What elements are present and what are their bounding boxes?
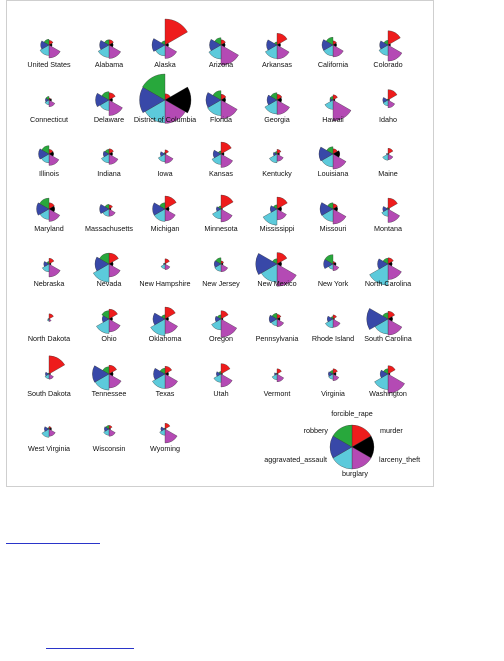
new-york-star — [324, 255, 339, 271]
south-carolina-star — [367, 308, 402, 335]
iowa-label: Iowa — [157, 169, 173, 178]
new-hampshire-forcible-rape-wedge — [165, 259, 170, 264]
link-underline-1[interactable] — [6, 543, 100, 544]
key-label-aggravated-assault: aggravated_assault — [264, 455, 327, 464]
kentucky-label: Kentucky — [262, 169, 292, 178]
mississippi-star — [263, 197, 287, 225]
south-dakota-forcible-rape-wedge — [49, 356, 65, 374]
rhode-island-forcible-rape-wedge — [333, 315, 337, 319]
alabama-label: Alabama — [94, 60, 124, 69]
alabama-star — [98, 40, 121, 59]
tennessee-star — [92, 365, 121, 390]
missouri-larceny-theft-wedge — [333, 209, 346, 224]
new-hampshire-burglary-wedge — [161, 264, 165, 269]
alaska-forcible-rape-wedge — [165, 19, 188, 45]
maine-burglary-wedge — [383, 154, 388, 160]
texas-star — [152, 366, 177, 388]
texas-label: Texas — [155, 389, 175, 398]
colorado-larceny-theft-wedge — [388, 45, 402, 61]
nevada-forcible-rape-wedge — [109, 253, 118, 264]
wisconsin-star — [104, 425, 116, 436]
mississippi-larceny-theft-wedge — [277, 209, 286, 220]
ohio-label: Ohio — [101, 334, 117, 343]
oregon-label: Oregon — [209, 334, 233, 343]
oklahoma-label: Oklahoma — [148, 334, 182, 343]
maine-star — [383, 148, 393, 160]
montana-larceny-theft-wedge — [388, 209, 400, 223]
utah-star — [214, 364, 232, 387]
vermont-label: Vermont — [263, 389, 291, 398]
maine-forcible-rape-wedge — [388, 148, 393, 154]
west-virginia-star — [42, 426, 56, 437]
idaho-star — [383, 90, 397, 108]
north-dakota-star — [47, 314, 53, 322]
oklahoma-star — [151, 307, 178, 336]
montana-star — [382, 198, 400, 222]
california-larceny-theft-wedge — [333, 45, 343, 57]
iowa-star — [158, 150, 173, 164]
vermont-forcible-rape-wedge — [277, 369, 282, 374]
louisiana-label: Louisiana — [317, 169, 349, 178]
connecticut-label: Connecticut — [30, 115, 68, 124]
united-states-label: United States — [27, 60, 71, 69]
massachusetts-star — [100, 204, 116, 216]
michigan-star — [153, 196, 177, 221]
new-mexico-forcible-rape-wedge — [277, 253, 287, 264]
vermont-star — [272, 369, 284, 382]
nevada-larceny-theft-wedge — [109, 264, 120, 277]
arkansas-star — [265, 33, 289, 59]
kentucky-larceny-theft-wedge — [277, 154, 283, 161]
missouri-label: Missouri — [319, 224, 347, 233]
nebraska-label: Nebraska — [33, 279, 65, 288]
mississippi-forcible-rape-wedge — [277, 197, 287, 209]
arkansas-label: Arkansas — [262, 60, 292, 69]
north-dakota-larceny-theft-wedge — [49, 319, 51, 322]
idaho-forcible-rape-wedge — [388, 90, 397, 100]
montana-label: Montana — [374, 224, 402, 233]
key-label-burglary: burglary — [342, 469, 368, 478]
key-star — [330, 425, 374, 469]
connecticut-larceny-theft-wedge — [49, 100, 55, 107]
louisiana-star — [319, 147, 346, 169]
ohio-larceny-theft-wedge — [109, 319, 120, 332]
wyoming-label: Wyoming — [150, 444, 180, 453]
kansas-forcible-rape-wedge — [221, 142, 231, 154]
district-of-columbia-label: District of Columbia — [133, 115, 197, 124]
new-mexico-label: New Mexico — [257, 279, 297, 288]
hawaii-forcible-rape-wedge — [333, 95, 338, 100]
kentucky-burglary-wedge — [269, 154, 277, 163]
washington-label: Washington — [369, 389, 407, 398]
alaska-star — [152, 19, 188, 59]
pennsylvania-star — [269, 313, 284, 327]
illinois-star — [39, 146, 59, 166]
georgia-label: Georgia — [264, 115, 290, 124]
indiana-larceny-theft-wedge — [109, 154, 118, 164]
new-hampshire-larceny-theft-wedge — [165, 264, 170, 270]
alaska-label: Alaska — [154, 60, 176, 69]
minnesota-star — [212, 195, 233, 222]
nebraska-larceny-theft-wedge — [49, 264, 60, 277]
kentucky-star — [269, 149, 283, 163]
delaware-label: Delaware — [93, 115, 125, 124]
massachusetts-label: Massachusetts — [85, 224, 133, 233]
united-states-star — [40, 39, 60, 58]
united-states-larceny-theft-wedge — [49, 45, 60, 58]
key-label-robbery: robbery — [303, 426, 328, 435]
new-hampshire-star — [161, 259, 170, 270]
wyoming-larceny-theft-wedge — [165, 429, 177, 443]
chart-frame — [6, 0, 434, 487]
key-label-forcible-rape: forcible_rape — [331, 409, 373, 418]
minnesota-forcible-rape-wedge — [221, 195, 233, 209]
south-carolina-larceny-theft-wedge — [388, 319, 402, 335]
connecticut-star — [45, 96, 55, 106]
west-virginia-label: West Virginia — [27, 444, 71, 453]
north-dakota-label: North Dakota — [27, 334, 71, 343]
illinois-larceny-theft-wedge — [49, 154, 59, 165]
kansas-star — [212, 142, 233, 167]
mississippi-label: Mississippi — [259, 224, 295, 233]
nevada-star — [93, 253, 120, 282]
key-label-larceny-theft: larceny_theft — [379, 455, 421, 464]
colorado-star — [379, 31, 402, 61]
rhode-island-larceny-theft-wedge — [333, 319, 340, 327]
texas-larceny-theft-wedge — [165, 374, 178, 389]
wyoming-forcible-rape-wedge — [165, 423, 170, 429]
wisconsin-label: Wisconsin — [92, 444, 126, 453]
idaho-label: Idaho — [379, 115, 397, 124]
illinois-label: Illinois — [39, 169, 59, 178]
north-carolina-larceny-theft-wedge — [388, 264, 402, 280]
virginia-label: Virginia — [321, 389, 345, 398]
south-dakota-larceny-theft-wedge — [49, 374, 54, 379]
north-dakota-forcible-rape-wedge — [49, 314, 54, 319]
alabama-larceny-theft-wedge — [109, 45, 121, 59]
oregon-forcible-rape-wedge — [221, 311, 228, 319]
tennessee-larceny-theft-wedge — [109, 374, 121, 388]
michigan-larceny-theft-wedge — [165, 209, 175, 221]
colorado-label: Colorado — [373, 60, 403, 69]
alaska-larceny-theft-wedge — [165, 45, 177, 59]
west-virginia-larceny-theft-wedge — [49, 429, 55, 436]
new-jersey-larceny-theft-wedge — [221, 264, 228, 272]
mississippi-burglary-wedge — [263, 209, 277, 225]
montana-forcible-rape-wedge — [388, 198, 397, 209]
new-hampshire-label: New Hampshire — [139, 279, 191, 288]
rhode-island-star — [325, 315, 340, 328]
minnesota-larceny-theft-wedge — [221, 209, 232, 222]
colorado-forcible-rape-wedge — [388, 31, 400, 45]
maine-larceny-theft-wedge — [388, 154, 393, 160]
nebraska-forcible-rape-wedge — [49, 258, 54, 264]
washington-forcible-rape-wedge — [388, 366, 395, 374]
arkansas-forcible-rape-wedge — [277, 33, 287, 45]
delaware-larceny-theft-wedge — [109, 100, 123, 116]
iowa-forcible-rape-wedge — [165, 150, 169, 154]
arkansas-larceny-theft-wedge — [277, 45, 289, 59]
california-label: California — [317, 60, 349, 69]
iowa-larceny-theft-wedge — [165, 154, 173, 163]
massachusetts-larceny-theft-wedge — [109, 209, 115, 216]
georgia-star — [265, 93, 290, 115]
maine-label: Maine — [378, 169, 398, 178]
georgia-larceny-theft-wedge — [277, 100, 290, 115]
utah-label: Utah — [213, 389, 229, 398]
florida-label: Florida — [210, 115, 232, 124]
utah-larceny-theft-wedge — [221, 374, 232, 387]
star-chart — [7, 1, 435, 488]
minnesota-label: Minnesota — [204, 224, 238, 233]
oklahoma-forcible-rape-wedge — [165, 307, 175, 319]
pennsylvania-label: Pennsylvania — [255, 334, 299, 343]
rhode-island-label: Rhode Island — [311, 334, 355, 343]
key-label-murder: murder — [380, 426, 403, 435]
vermont-larceny-theft-wedge — [277, 374, 284, 382]
new-jersey-star — [214, 258, 228, 272]
ohio-star — [96, 309, 120, 333]
missouri-star — [320, 203, 346, 225]
maine-robbery-wedge — [387, 153, 388, 154]
south-dakota-star — [45, 356, 65, 379]
idaho-larceny-theft-wedge — [388, 100, 395, 108]
new-jersey-label: New Jersey — [202, 279, 240, 288]
nevada-label: Nevada — [96, 279, 122, 288]
maryland-star — [37, 198, 60, 221]
michigan-label: Michigan — [150, 224, 180, 233]
delaware-star — [95, 92, 122, 116]
nebraska-star — [42, 258, 60, 277]
south-carolina-label: South Carolina — [364, 334, 412, 343]
new-york-label: New York — [317, 279, 349, 288]
california-star — [322, 37, 343, 57]
arizona-label: Arizona — [208, 60, 234, 69]
south-dakota-label: South Dakota — [27, 389, 71, 398]
virginia-star — [328, 369, 339, 381]
ohio-forcible-rape-wedge — [109, 309, 118, 319]
michigan-forcible-rape-wedge — [165, 196, 176, 209]
link-underline-2[interactable] — [46, 648, 134, 649]
wisconsin-larceny-theft-wedge — [109, 429, 115, 436]
kansas-larceny-theft-wedge — [221, 154, 233, 168]
maryland-label: Maryland — [34, 224, 64, 233]
north-carolina-label: North Carolina — [364, 279, 412, 288]
utah-forcible-rape-wedge — [221, 364, 230, 374]
wyoming-star — [160, 423, 178, 443]
north-dakota-robbery-wedge — [48, 318, 49, 319]
pennsylvania-larceny-theft-wedge — [277, 319, 284, 327]
tennessee-label: Tennessee — [91, 389, 127, 398]
indiana-star — [101, 149, 118, 165]
indiana-label: Indiana — [97, 169, 121, 178]
oklahoma-larceny-theft-wedge — [165, 319, 178, 334]
kansas-label: Kansas — [209, 169, 233, 178]
hawaii-label: Hawaii — [322, 115, 344, 124]
hawaii-burglary-wedge — [325, 100, 333, 109]
